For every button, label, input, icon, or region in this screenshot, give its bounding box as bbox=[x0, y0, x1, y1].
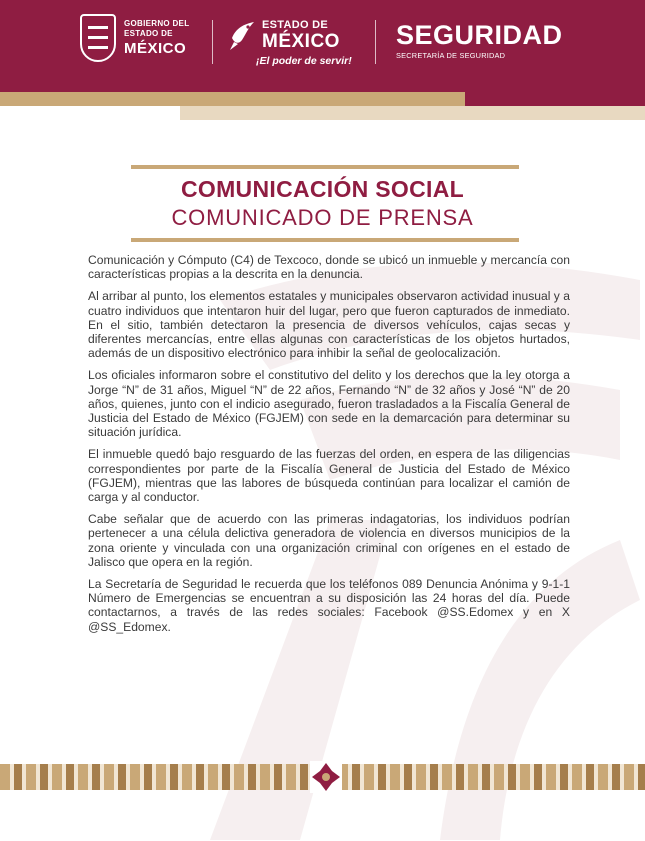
body-paragraph: Comunicación y Cómputo (C4) de Texcoco, donde se ubicó un inmueble y mercancía con características propias a la descrita en la denuncia. bbox=[88, 253, 570, 282]
body-paragraph: Cabe señalar que de acuerdo con las primeras indagatorias, los individuos podrían pertenecer a una célula delictiva generadora de violencia en diversos municipios de la zona oriente y vinculada con una organización criminal con orígenes en el estado de Jalisco que opera en la región. bbox=[88, 512, 570, 569]
seguridad-subtitle: SECRETARÍA DE SEGURIDAD bbox=[396, 51, 506, 60]
estado-line1: ESTADO DE bbox=[262, 19, 329, 31]
gobierno-logo-text bbox=[124, 20, 189, 56]
body-paragraph: Al arribar al punto, los elementos estatales y municipales observaron actividad inusual y a cuatro individuos que intentaron huir del lugar, pero que fueron capturados de inmediato. En el sitio, también detectaron la presencia de diversos vehículos, cajas secas y diferentes mercancías, entre ellas algunas con características de los objetos hurtados, además de un dispositivo electrónico para inhibir la señal de geolocalización. bbox=[88, 289, 570, 361]
gobierno-line3: MÉXICO bbox=[124, 40, 187, 57]
document-body bbox=[88, 253, 570, 642]
gobierno-line1: GOBIERNO DEL bbox=[124, 19, 190, 28]
estado-line2: MÉXICO bbox=[262, 31, 340, 52]
document-subtitle: COMUNICADO DE PRENSA bbox=[171, 205, 474, 230]
footer-ornament-icon bbox=[310, 761, 342, 793]
body-paragraph: El inmueble quedó bajo resguardo de las fuerzas del orden, en espera de las diligencias correspondientes por parte de la Fiscalía General de Justicia del Estado de México (FGJEM), mientras que las labores de búsqueda continúan para localizar el camión de carga y al conductor. bbox=[88, 447, 570, 505]
gobierno-line2: ESTADO DE bbox=[124, 29, 173, 38]
header-band-gap bbox=[0, 106, 180, 120]
title-rule-bottom bbox=[131, 238, 519, 242]
header-divider bbox=[212, 20, 213, 64]
document-title: COMUNICACIÓN SOCIAL bbox=[181, 176, 464, 202]
gobierno-logo bbox=[80, 14, 189, 62]
seguridad-logo bbox=[396, 22, 563, 59]
estado-slogan: ¡El poder de servir! bbox=[256, 55, 352, 67]
body-paragraph: La Secretaría de Seguridad le recuerda que los teléfonos 089 Denuncia Anónima y 9-1-1 Número de Emergencias se encuentran a su disposición las 24 horas del día. Puede contactarnos, a través de las redes sociales: Facebook @SS.Edomex y en X @SS_Edomex. bbox=[88, 577, 570, 634]
header-divider bbox=[375, 20, 376, 64]
body-paragraph: Los oficiales informaron sobre el constitutivo del delito y los derechos que la ley otorga a Jorge “N” de 31 años, Miguel “N” de 22 años, Fernando “N” de 32 años y José “N” de 20 años, quienes, junto con el indicio asegurado, fueron trasladados a la Fiscalía General de Justicia del Estado de México (FGJEM) con sede en la demarcación para determinar su situación jurídica. bbox=[88, 368, 570, 440]
title-rule-top bbox=[131, 165, 519, 169]
coat-of-arms-icon bbox=[80, 14, 116, 62]
header-band-accent bbox=[465, 92, 645, 106]
seguridad-title: SEGURIDAD bbox=[396, 20, 563, 50]
hummingbird-icon bbox=[228, 18, 258, 52]
estado-logo bbox=[228, 16, 352, 67]
